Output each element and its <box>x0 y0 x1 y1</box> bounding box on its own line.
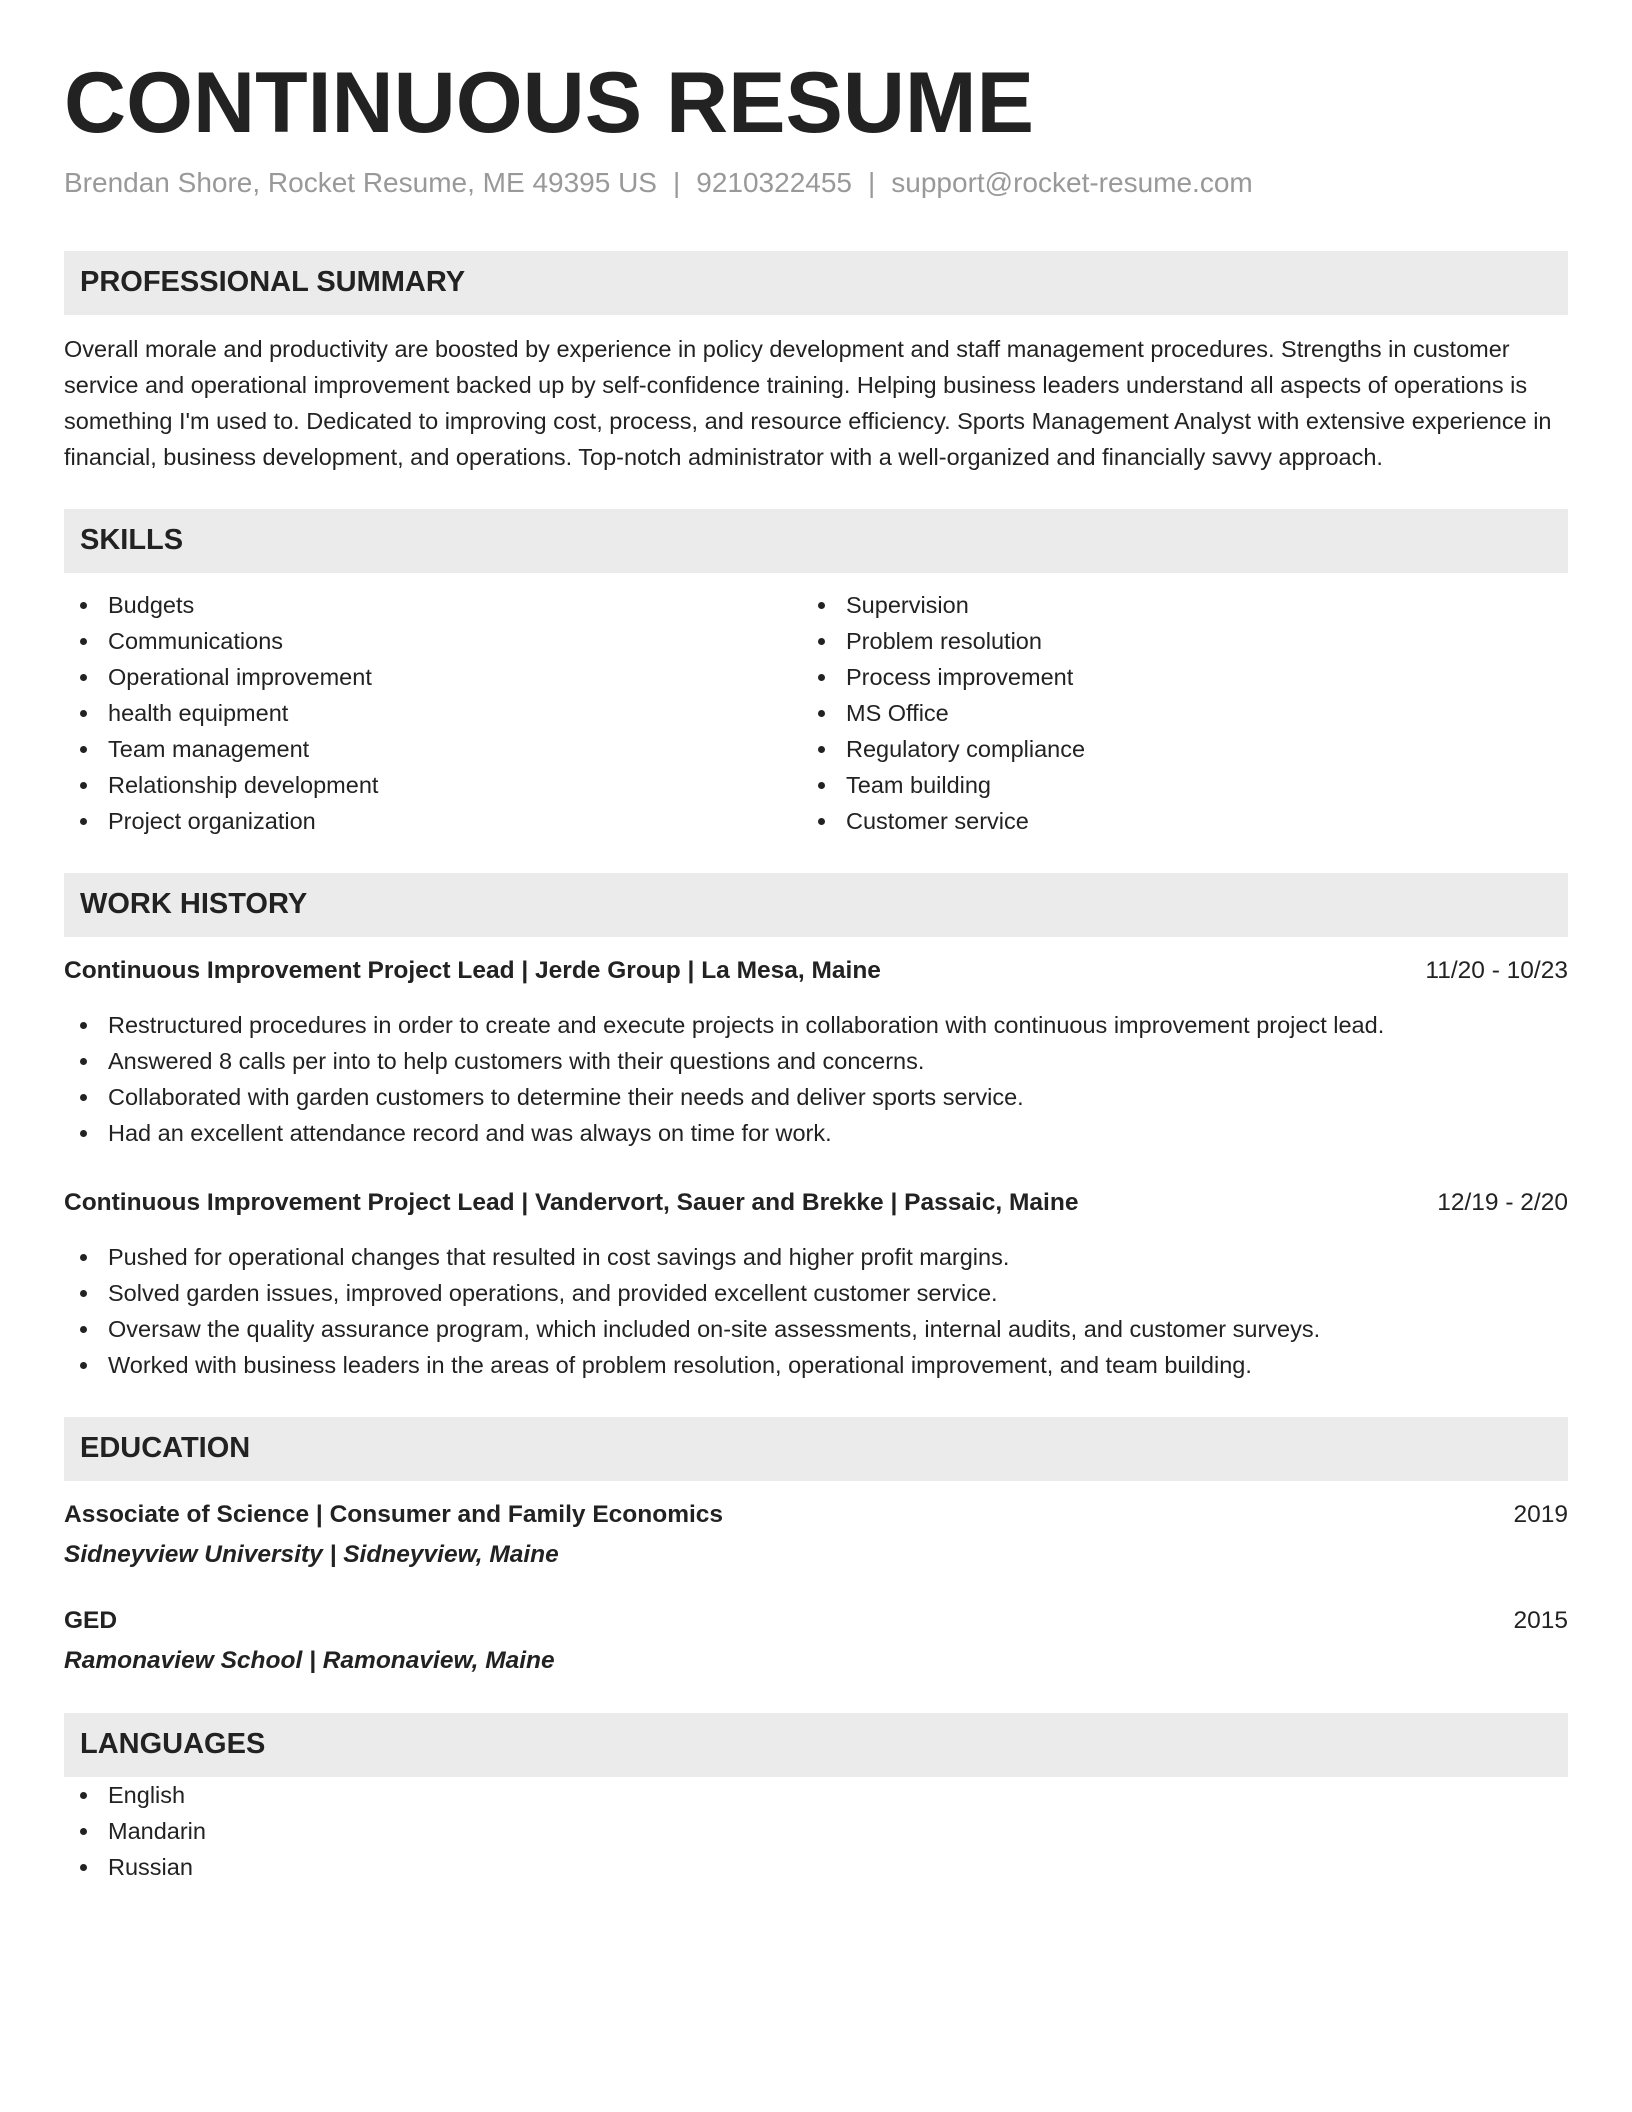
education-school: Sidneyview University | Sidneyview, Maine <box>64 1540 559 1568</box>
job-dates: 12/19 - 2/20 <box>1437 1188 1568 1216</box>
skill-item: Project organization <box>64 803 802 839</box>
section-header-summary: PROFESSIONAL SUMMARY <box>64 251 1568 315</box>
job-bullet: Had an excellent attendance record and was always on time for work. <box>64 1115 1568 1151</box>
education-entry <box>64 1497 1568 1573</box>
job-heading: Continuous Improvement Project Lead | Jerde Group | La Mesa, Maine <box>64 956 881 984</box>
languages-list <box>64 1777 1568 1885</box>
job-bullet: Answered 8 calls per into to help customers with their questions and concerns. <box>64 1043 1568 1079</box>
contact-separator: | <box>672 166 681 198</box>
education-year: 2019 <box>1513 1500 1568 1528</box>
job-bullet: Restructured procedures in order to create and execute projects in collaboration with continuous improvement project lead. <box>64 1007 1568 1043</box>
job-bullet: Collaborated with garden customers to determine their needs and deliver sports service. <box>64 1079 1568 1115</box>
job-bullet: Oversaw the quality assurance program, which included on-site assessments, internal audits, and customer surveys. <box>64 1311 1568 1347</box>
skill-item: Budgets <box>64 587 802 623</box>
summary-text: Overall morale and productivity are boosted by experience in policy development and staff management procedures. Strengths in customer service and operational improvement backed up by self-confidence training. Helping business leaders understand all aspects of operations is something I'm used to. Dedicated to improving cost, process, and resource efficiency. Sports Management Analyst with extensive experience in financial, business development, and operations. Top-notch administrator with a well-organized and financially savvy approach. <box>64 335 1552 470</box>
language-item: Mandarin <box>64 1813 1568 1849</box>
contact-address: Brendan Shore, Rocket Resume, ME 49395 US <box>64 166 657 198</box>
skill-item: Operational improvement <box>64 659 802 695</box>
skill-item: health equipment <box>64 695 802 731</box>
skill-item: Relationship development <box>64 767 802 803</box>
skills-grid <box>64 587 1568 839</box>
skill-item: Process improvement <box>802 659 1540 695</box>
skills-column-right <box>802 587 1540 839</box>
language-item: Russian <box>64 1849 1568 1885</box>
education-heading-row <box>64 1497 1568 1533</box>
job-bullets <box>64 1239 1568 1383</box>
skill-item: Communications <box>64 623 802 659</box>
job-bullet: Solved garden issues, improved operations, and provided excellent customer service. <box>64 1275 1568 1311</box>
skill-item: MS Office <box>802 695 1540 731</box>
education-entry <box>64 1603 1568 1679</box>
job-bullet: Worked with business leaders in the areas of problem resolution, operational improvement, and team building. <box>64 1347 1568 1383</box>
job-entry <box>64 1185 1568 1383</box>
job-bullets <box>64 1007 1568 1151</box>
skill-item: Supervision <box>802 587 1540 623</box>
section-header-education: EDUCATION <box>64 1417 1568 1481</box>
job-entry <box>64 953 1568 1151</box>
education-degree: GED <box>64 1606 118 1634</box>
job-dates: 11/20 - 10/23 <box>1425 956 1568 984</box>
section-header-work-history: WORK HISTORY <box>64 873 1568 937</box>
job-heading: Continuous Improvement Project Lead | Vandervort, Sauer and Brekke | Passaic, Maine <box>64 1188 1079 1216</box>
skill-item: Team management <box>64 731 802 767</box>
section-header-skills: SKILLS <box>64 509 1568 573</box>
job-heading-row <box>64 1185 1568 1221</box>
section-header-languages: LANGUAGES <box>64 1713 1568 1777</box>
skill-item: Customer service <box>802 803 1540 839</box>
education-year: 2015 <box>1513 1606 1568 1634</box>
contact-email: support@rocket-resume.com <box>891 166 1253 198</box>
skill-item: Regulatory compliance <box>802 731 1540 767</box>
education-school: Ramonaview School | Ramonaview, Maine <box>64 1646 555 1674</box>
skills-column-left <box>64 587 802 839</box>
contact-phone: 9210322455 <box>696 166 852 198</box>
contact-line <box>64 165 1568 201</box>
language-item: English <box>64 1777 1568 1813</box>
contact-separator: | <box>868 166 876 198</box>
education-degree: Associate of Science | Consumer and Family Economics <box>64 1500 724 1528</box>
skill-item: Team building <box>802 767 1540 803</box>
skill-item: Problem resolution <box>802 623 1540 659</box>
job-bullet: Pushed for operational changes that resulted in cost savings and higher profit margins. <box>64 1239 1568 1275</box>
education-heading-row <box>64 1603 1568 1639</box>
job-heading-row <box>64 953 1568 989</box>
resume-name: CONTINUOUS RESUME <box>64 55 1034 151</box>
